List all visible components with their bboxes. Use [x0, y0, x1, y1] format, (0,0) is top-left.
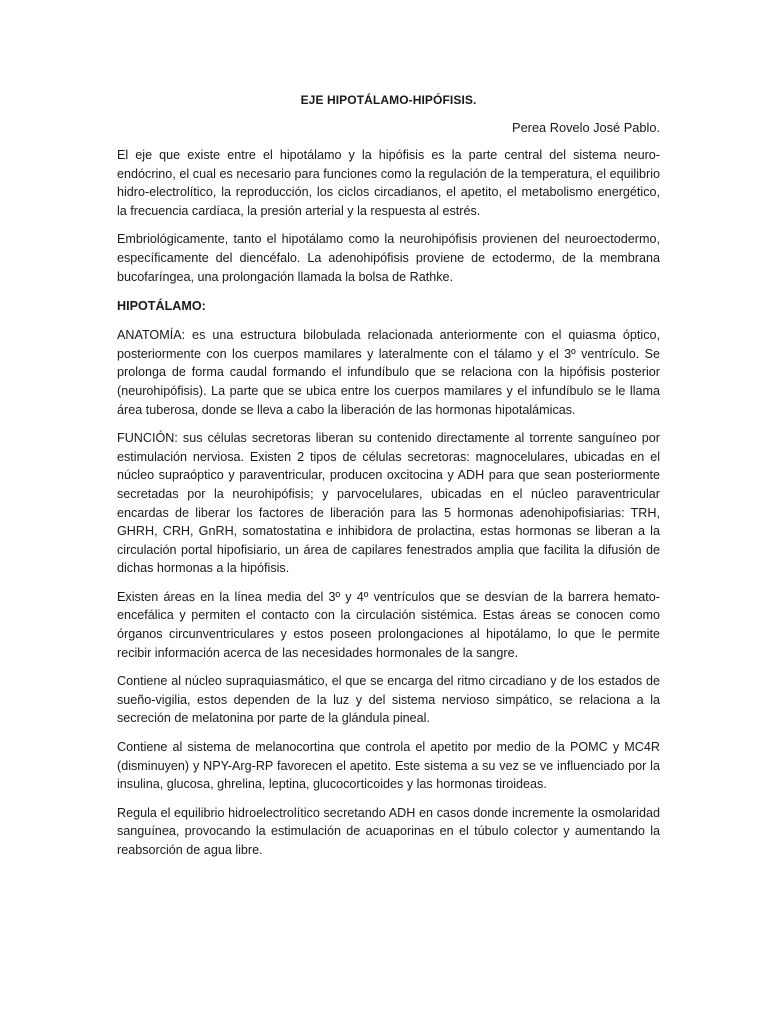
section-heading-hipotalamo: HIPOTÁLAMO:	[117, 299, 206, 314]
paragraph-equilibrio-hidroelectrolitico: Regula el equilibrio hidroelectrolítico secretando ADH en casos donde incremente la osmolaridad sanguínea, provocando la estimulación de acuaporinas en el túbulo colector y aumentando la reabsorción de agua libre.	[117, 805, 660, 857]
paragraph-organos-circunventriculares: Existen áreas en la línea media del 3º y 4º ventrículos que se desvían de la barrera hemato-encefálica y permiten el contacto con la circulación sistémica. Estas áreas se conocen como órganos circunventriculares y estos poseen prolongaciones al hipotálamo, lo que le permite recibir información acerca de las necesidades hormonales de la sangre.	[117, 589, 660, 660]
document-title: EJE HIPOTÁLAMO-HIPÓFISIS.	[300, 93, 477, 107]
document-author: Perea Rovelo José Pablo.	[512, 120, 660, 135]
paragraph-nucleo-supraquiasmatico: Contiene al núcleo supraquiasmático, el que se encarga del ritmo circadiano y de los estados de sueño-vigilia, estos dependen de la luz y del sistema nervioso simpático, se relaciona a la secreción de melatonina por parte de la glándula pineal.	[117, 674, 660, 726]
document-page	[117, 90, 660, 870]
paragraph-melanocortina: Contiene al sistema de melanocortina que controla el apetito por medio de la POMC y MC4R (disminuyen) y NPY-Arg-RP favorecen el apetito. Este sistema a su vez se ve influenciado por la insulina, glucosa, ghrelina, leptina, glucocorticoides y las hormonas tiroideas.	[117, 740, 660, 792]
intro-paragraph-1: El eje que existe entre el hipotálamo y la hipófisis es la parte central del sistema neuro-endócrino, el cual es necesario para funciones como la regulación de la temperatura, el equilibrio hidro-electrolítico, la reproducción, los ciclos circadianos, el apetito, el metabolismo energético, la frecuencia cardíaca, la presión arterial y la respuesta al estrés.	[117, 148, 660, 218]
paragraph-anatomia: ANATOMÍA: es una estructura bilobulada relacionada anteriormente con el quiasma óptico, posteriormente con los cuerpos mamilares y lateralmente con el tálamo y el 3º ventrículo. Se prolonga de forma caudal formando el infundíbulo que se relaciona con la hipófisis posterior (neurohipófisis). La parte que se ubica entre los cuerpos mamilares y el infundíbulo se le llama área tuberosa, donde se lleva a cabo la liberación de las hormonas hipotalámicas.	[117, 328, 660, 417]
intro-paragraph-2: Embriológicamente, tanto el hipotálamo como la neurohipófisis provienen del neuroectodermo, específicamente del diencéfalo. La adenohipófisis proviene de ectodermo, de la membrana bucofaríngea, una prolongación llamada la bolsa de Rathke.	[117, 232, 660, 284]
paragraph-funcion: FUNCIÓN: sus células secretoras liberan su contenido directamente al torrente sanguíneo por estimulación nerviosa. Existen 2 tipos de células secretoras: magnocelulares, ubicadas en el núcleo supraóptico y paraventricular, producen oxcitocina y ADH para que sean posteriormente secretadas por la neurohipófisis; y parvocelulares, ubicadas en el núcleo paraventricular encardas de liberar los factores de liberación para las 5 hormonas adenohipofisiarias: TRH, GHRH, CRH, GnRH, somatostatina e inhibidora de prolactina, estas hormonas se liberan a la circulación portal hipofisiario, un área de capilares fenestrados amplia que facilita la difusión de dichas hormonas a la hipófisis.	[117, 431, 660, 576]
